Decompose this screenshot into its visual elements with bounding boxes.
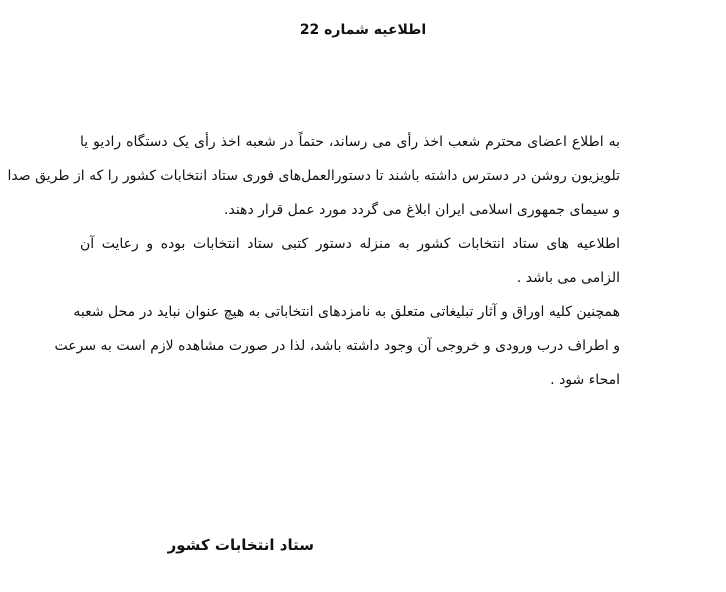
notice-line: همچنین کلیه اوراق و آثار تبلیغاتی متعلق به نامزدهای انتخاباتی به هیچ عنوان نباید در محل شعبه <box>73 304 620 320</box>
notice-line: امحاء شود . <box>550 372 620 388</box>
notice-line: الزامی می باشد . <box>516 270 620 286</box>
notice-body <box>7 125 620 397</box>
notice-line: و اطراف درب ورودی و خروجی آن وجود داشته باشد، لذا در صورت مشاهده لازم است به سرعت <box>54 338 620 354</box>
notice-line: تلویزیون روشن در دسترس داشته باشند تا دستورالعمل‌های فوری ستاد انتخابات کشور را که از طریق صدا <box>7 168 620 184</box>
notice-line: به اطلاع اعضای محترم شعب اخذ رأی می رساند، حتماً در شعبه اخذ رأی یک دستگاه رادیو یا <box>80 134 620 150</box>
notice-line: و سیمای جمهوری اسلامی ایران ابلاغ می گردد مورد عمل قرار دهند. <box>224 202 620 218</box>
notice-line: اطلاعیه های ستاد انتخابات کشور به منزله دستور کتبی ستاد انتخابات بوده و رعایت آن <box>80 236 620 252</box>
notice-title: اطلاعیه شماره 22 <box>299 22 427 38</box>
notice-signature: ستاد انتخابات کشور <box>167 536 314 554</box>
